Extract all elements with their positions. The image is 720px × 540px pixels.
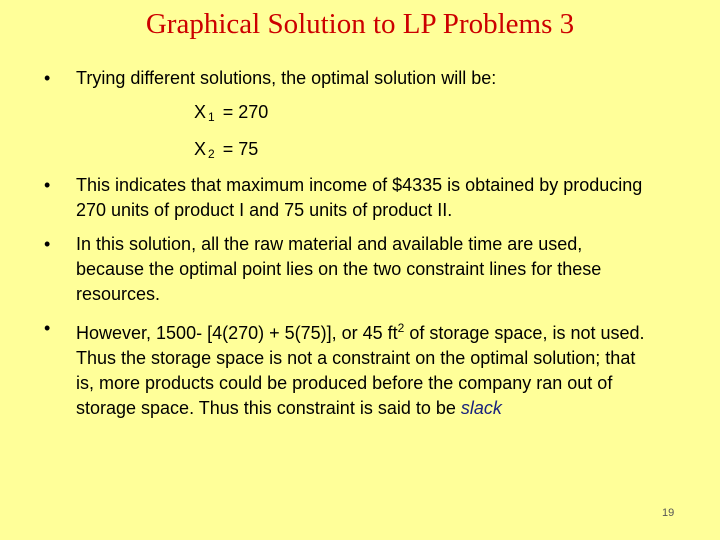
- bullet-4-line-4-start: storage space. Thus this constraint is said to be: [76, 398, 461, 418]
- bullet-2-line-2: 270 units of product I and 75 units of product II.: [76, 200, 453, 220]
- bullet-marker: •: [44, 318, 51, 338]
- page-number: 19: [662, 507, 675, 519]
- equation-x1-sub: 1: [208, 110, 215, 124]
- bullet-3-line-1: In this solution, all the raw material and available time are used,: [76, 234, 583, 254]
- equation-x1-rhs: = 270: [222, 102, 269, 122]
- bullet-4-line-3: is, more products could be produced before the company ran out of: [76, 373, 613, 393]
- bullet-marker: •: [44, 234, 51, 254]
- bullet-3-line-2: because the optimal point lies on the two constraint lines for these: [76, 259, 602, 279]
- bullet-marker: •: [44, 68, 51, 88]
- equation-x2: [194, 137, 258, 167]
- equation-x2-rhs: = 75: [222, 139, 259, 159]
- equation-x1: [194, 100, 268, 130]
- equation-x2-var: X: [194, 139, 207, 159]
- equation-x2-sub: 2: [208, 147, 215, 161]
- bullet-1-line-1: Trying different solutions, the optimal solution will be:: [76, 68, 497, 88]
- bullet-4-line-4: [76, 396, 716, 421]
- bullet-3-line-3: resources.: [76, 284, 161, 304]
- bullet-marker: •: [44, 175, 51, 195]
- bullet-4-text: [76, 316, 716, 421]
- bullet-4-line-1-start: However, 1500- [4(270) + 5(75)], or 45 ft: [76, 323, 398, 343]
- bullet-3-text: [76, 232, 716, 307]
- slack-emphasis: slack: [460, 398, 502, 418]
- bullet-1-text: [76, 66, 716, 91]
- superscript-squared: 2: [397, 321, 405, 335]
- bullet-2-text: [76, 173, 716, 223]
- slide-title: Graphical Solution to LP Problems 3: [145, 8, 575, 40]
- equation-x1-var: X: [194, 102, 207, 122]
- bullet-4-line-1: [76, 316, 716, 346]
- bullet-4-line-2: Thus the storage space is not a constraint on the optimal solution; that: [76, 348, 636, 368]
- bullet-4-line-1-end: of storage space, is not used.: [404, 323, 645, 343]
- bullet-2-line-1: This indicates that maximum income of $4335 is obtained by producing: [76, 175, 643, 195]
